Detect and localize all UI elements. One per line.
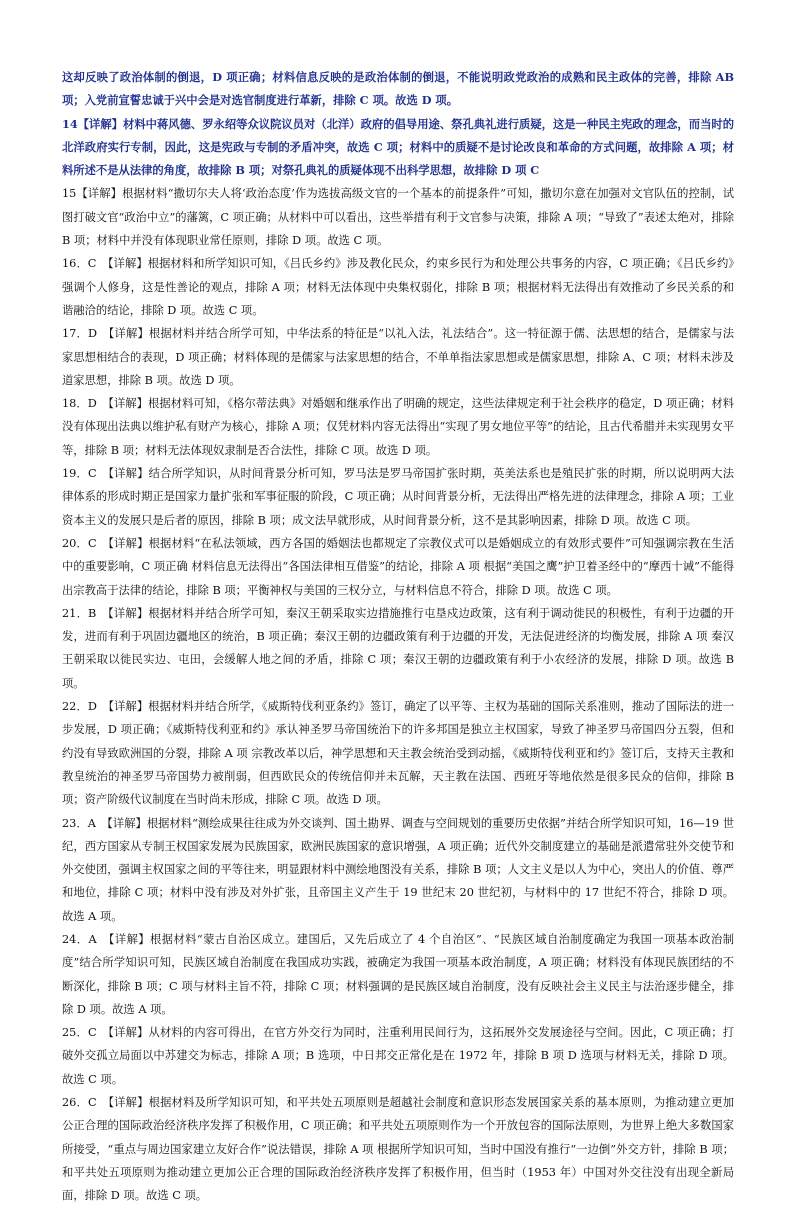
paragraph-14: 14【详解】材料中蒋风德、罗永绍等众议院议员对（北洋）政府的倡导用途、祭孔典礼进行质疑，这是一种民主宪政的理念，而当时的北洋政府实行专制，因此，这是宪政与专制的矛盾冲突，故选 C 项；材料中的质疑不是讨论改良和革命的方式问题，故排除 A 项；材料所述不是从法律的角度，故排除 B 项；对祭孔典礼的质疑体现不出科学思想，故排除 D 项 C	[62, 116, 734, 178]
answer-explanation-page	[62, 66, 734, 1208]
paragraph-24: 24．A 【详解】根据材料“蒙古自治区成立。建国后，又先后成立了 4 个自治区”、“民族区域自治制度确定为我国一项基本政治制度”结合所学知识可知，民族区域自治制度在我国成功实践，被确定为我国一项基本政治制度，A 项正确；材料没有体现民族团结的不断深化，排除 B 项；C 项与材料主旨不符，排除 C 项；材料强调的是民族区域自治制度，没有反映社会主义民主与法治逐步健全，排除 D 项。故选 A 项。	[62, 932, 734, 1016]
paragraph-25: 25．C 【详解】从材料的内容可得出，在官方外交行为同时，注重利用民间行为，这拓展外交发展途径与空间。因此，C 项正确；打破外交孤立局面以中苏建交为标志，排除 A 项；B 选项，中日邦交正常化是在 1972 年，排除 B 项 D 选项与材料无关，排除 D 项。故选 C 项。	[62, 1026, 734, 1086]
paragraph-21: 21．B 【详解】根据材料并结合所学可知，秦汉王朝采取实边措施推行屯垦戍边政策，这有利于调动徙民的积极性，有利于边疆的开发，进而有利于巩固边疆地区的统治，B 项正确；秦汉王朝的边疆政策有利于边疆的开发，无法促进经济的均衡发展，排除 A 项 秦汉王朝采取以徙民实边、屯田，会缓解人地之间的矛盾，排除 C 项；秦汉王朝的边疆政策有利于小农经济的发展，排除 D 项。故选 B 项。	[62, 606, 734, 690]
paragraph-20: 20．C 【详解】根据材料“在私法领域，西方各国的婚姻法也都规定了宗教仪式可以是婚姻成立的有效形式要件”可知强调宗教在生活中的重要影响，C 项正确 材料信息无法得出“各国法律相互借鉴”的结论，排除 A 项 根据“美国之鹰”护卫着圣经中的“摩西十诫”不能得出宗教高于法律的结论，排除 B 项；平衡神权与美国的三权分立，与材料信息不符合，排除 D 项。故选 C 项。	[62, 536, 734, 597]
paragraph-16: 16．C 【详解】根据材料和所学知识可知，《吕氏乡约》涉及教化民众，约束乡民行为和处理公共事务的内容，C 项正确；《吕氏乡约》强调个人修身，这是性善论的观点，排除 A 项；材料无法体现中央集权弱化，排除 B 项；根据材料无法得出有效推动了乡民关系的和谐融洽的结论，排除 D 项。故选 C 项。	[62, 257, 734, 317]
paragraph-26: 26．C 【详解】根据材料及所学知识可知，和平共处五项原则是超越社会制度和意识形态发展国家关系的基本原则，为推动建立更加公正合理的国际政治经济秩序发挥了积极作用，C 项正确；和平共处五项原则作为一个开放包容的国际法原则，为世界上绝大多数国家所接受，“重点与周边国家建立友好合作”说法错误，排除 A 项 根据所学知识可知，当时中国没有推行“一边倒”外交方针，排除 B 项；和平共处五项原则为推动建立更加公正合理的国际政治经济秩序发挥了积极作用，但当时（1953 年）中国对外交往没有出现全新局面，排除 D 项。故选 C 项。	[62, 1096, 734, 1203]
paragraph-13-continued: 这却反映了政治体制的倒退，D 项正确；材料信息反映的是政治体制的倒退，不能说明政党政治的成熟和民主政体的完善，排除 AB 项；入党前宣誓忠诚于兴中会是对选官制度进行革新，排除 C 项。故选 D 项。	[62, 70, 734, 108]
paragraph-17: 17．D 【详解】根据材料并结合所学可知，中华法系的特征是“以礼入法，礼法结合”。这一特征源于儒、法思想的结合，是儒家与法家思想相结合的表现，D 项正确；材料体现的是儒家与法家思想的结合，不单单指法家思想或是儒家思想，排除 A、C 项；材料未涉及道家思想，排除 B 项。故选 D 项。	[62, 327, 734, 387]
paragraph-15: 15【详解】根据材料“撒切尔夫人将‘政治态度’作为选拔高级文官的一个基本的前提条件”可知，撒切尔意在加强对文官队伍的控制，试图打破文官“政治中立”的藩篱，C 项正确；从材料中可以看出，这些举措有利于文官参与决策，排除 A 项；“导致了”表述太绝对，排除 B 项；材料中并没有体现职业常任原则，排除 D 项。故选 C 项。	[62, 187, 735, 248]
paragraph-23: 23．A 【详解】根据材料“测绘成果往往成为外交谈判、国土勘界、调查与空间规划的重要历史依据”并结合所学知识可知，16—19 世纪，西方国家从专制王权国家发展为民族国家，欧洲民族国家的意识增强，A 项正确；近代外交制度建立的基础是派遣常驻外交使节和外交使团，强调主权国家之间的平等往来，明显跟材料中测绘地图没有关系，排除 B 项；人文主义是以人为中心，突出人的价值、尊严和地位，排除 C 项；材料中没有涉及对外扩张，且帝国主义产生于 19 世纪末 20 世纪初，与材料中的 17 世纪不符合，排除 D 项。故选 A 项。	[62, 816, 734, 923]
paragraph-18: 18．D 【详解】根据材料可知，《格尔蒂法典》对婚姻和继承作出了明确的规定，这些法律规定利于社会秩序的稳定，D 项正确；材料没有体现出法典以维护私有财产为核心，排除 A 项；仅凭材料内容无法得出“实现了男女地位平等”的结论，且古代希腊并未实现男女平等，排除 B 项；材料无法体现奴隶制是否合法性，排除 C 项。故选 D 项。	[62, 397, 734, 457]
paragraph-19: 19．C 【详解】结合所学知识，从时间背景分析可知，罗马法是罗马帝国扩张时期，英美法系也是殖民扩张的时期，所以说明两大法律体系的形成时期正是国家力量扩张和军事征服的阶段，C 项正确；从时间背景分析，无法得出严格先进的法律理念，排除 A 项；工业资本主义的发展只是后者的原因，排除 B 项；成文法早就形成，从时间背景分析，这不是其影响因素，排除 D 项。故选 C 项。	[62, 467, 734, 527]
paragraph-22: 22．D 【详解】根据材料并结合所学，《威斯特伐利亚条约》签订，确定了以平等、主权为基础的国际关系准则，推动了国际法的进一步发展，D 项正确；《威斯特伐利亚和约》承认神圣罗马帝国统治下的许多邦国是独立主权国家，导致了神圣罗马帝国四分五裂，但和约没有导致欧洲国的分裂，排除 A 项 宗教改革以后，神学思想和天主教会统治受到动摇，《威斯特伐利亚和约》签订后，支持天主教和教皇统治的神圣罗马帝国势力被削弱，但西欧民众的传统信仰并未瓦解，天主教在法国、西班牙等地依然是很多民众的信仰，排除 B 项；资产阶级代议制度在当时尚未形成，排除 C 项。故选 D 项。	[62, 700, 734, 807]
